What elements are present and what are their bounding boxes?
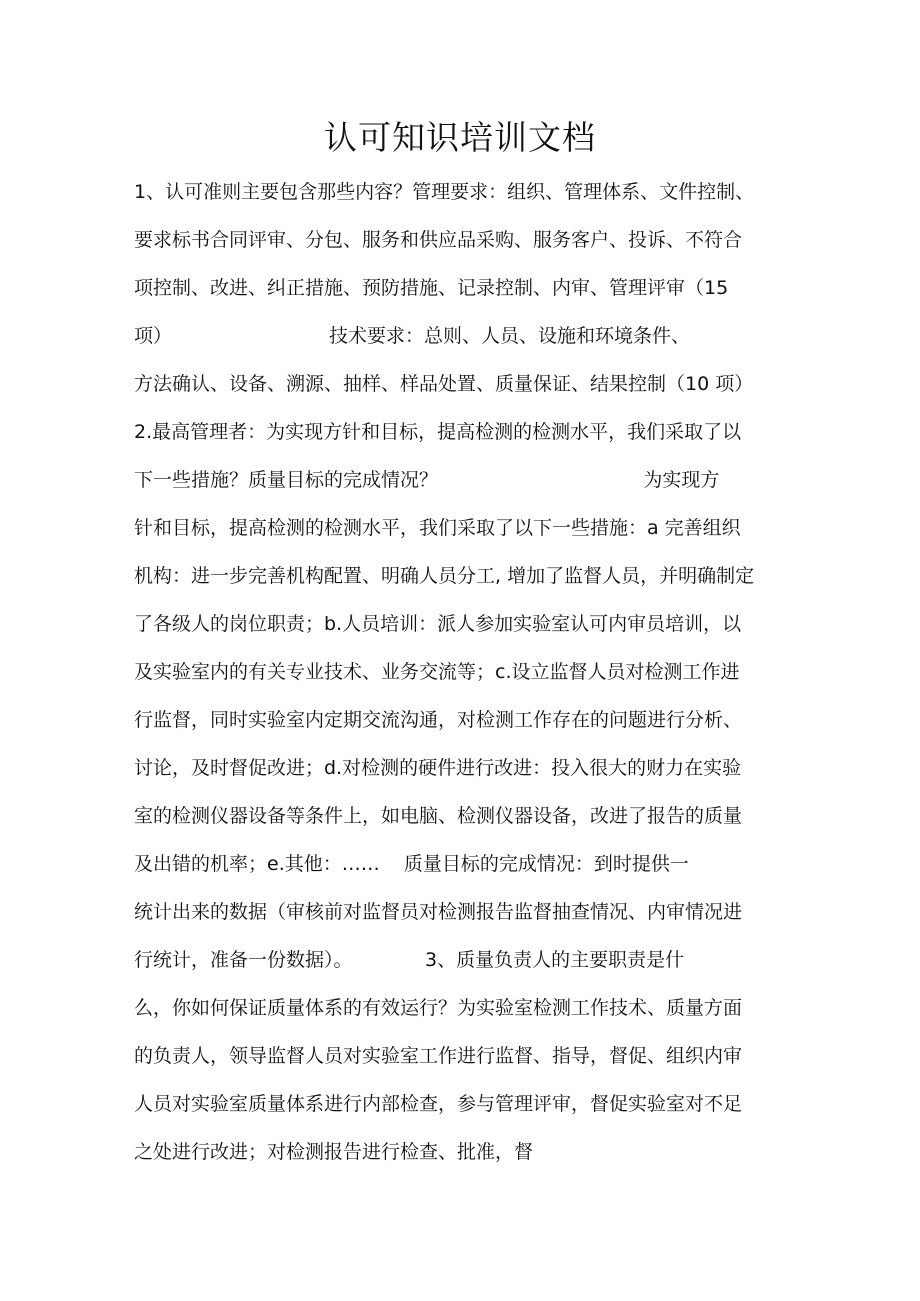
body-line: 行监督，同时实验室内定期交流沟通，对检测工作存在的问题进行分析、	[134, 709, 743, 731]
body-line: 室的检测仪器设备等条件上，如电脑、检测仪器设备，改进了报告的质量	[134, 805, 743, 827]
body-line: 了各级人的岗位职责；b.人员培训：派人参加实验室认可内审员培训，以	[134, 613, 742, 635]
body-line: 项） 技术要求：总则、人员、设施和环境条件、	[134, 325, 691, 347]
body-line: 的负责人，领导监督人员对实验室工作进行监督、指导，督促、组织内审	[134, 1045, 743, 1067]
body-line: 讨论，及时督促改进；d.对检测的硬件进行改进：投入很大的财力在实验	[134, 757, 742, 779]
body-line: 2.最高管理者：为实现方针和目标，提高检测的检测水平，我们采取了以	[134, 421, 742, 443]
body-line: 要求标书合同评审、分包、服务和供应品采购、服务客户、投诉、不符合	[134, 229, 743, 251]
body-line: 统计出来的数据（审核前对监督员对检测报告监督抽查情况、内审情况进	[134, 901, 743, 923]
body-line: 么，你如何保证质量体系的有效运行？为实验室检测工作技术、质量方面	[134, 997, 743, 1019]
body-line: 下一些措施？质量目标的完成情况？ 为实现方	[134, 469, 720, 491]
body-line: 及实验室内的有关专业技术、业务交流等；c.设立监督人员对检测工作进	[134, 661, 740, 683]
body-line: 人员对实验室质量体系进行内部检查，参与管理评审，督促实验室对不足	[134, 1093, 743, 1115]
body-line: 之处进行改进；对检测报告进行检查、批准，督	[134, 1141, 534, 1163]
body-line: 机构：进一步完善机构配置、明确人员分工, 增加了监督人员，并明确制定	[134, 565, 755, 587]
body-line: 及出错的机率；e.其他：…… 质量目标的完成情况：到时提供一	[134, 853, 689, 875]
body-line: 项控制、改进、纠正措施、预防措施、记录控制、内审、管理评审（15	[134, 277, 729, 299]
body-line: 1、认可准则主要包含那些内容？管理要求：组织、管理体系、文件控制、	[134, 181, 755, 203]
body-line: 方法确认、设备、溯源、抽样、样品处置、质量保证、结果控制（10 项）	[134, 373, 754, 395]
document-title: 认可知识培训文档	[324, 118, 596, 157]
body-line: 行统计，准备一份数据）。 3、质量负责人的主要职责是什	[134, 949, 685, 971]
body-line: 针和目标，提高检测的检测水平，我们采取了以下一些措施：a 完善组织	[134, 517, 741, 539]
